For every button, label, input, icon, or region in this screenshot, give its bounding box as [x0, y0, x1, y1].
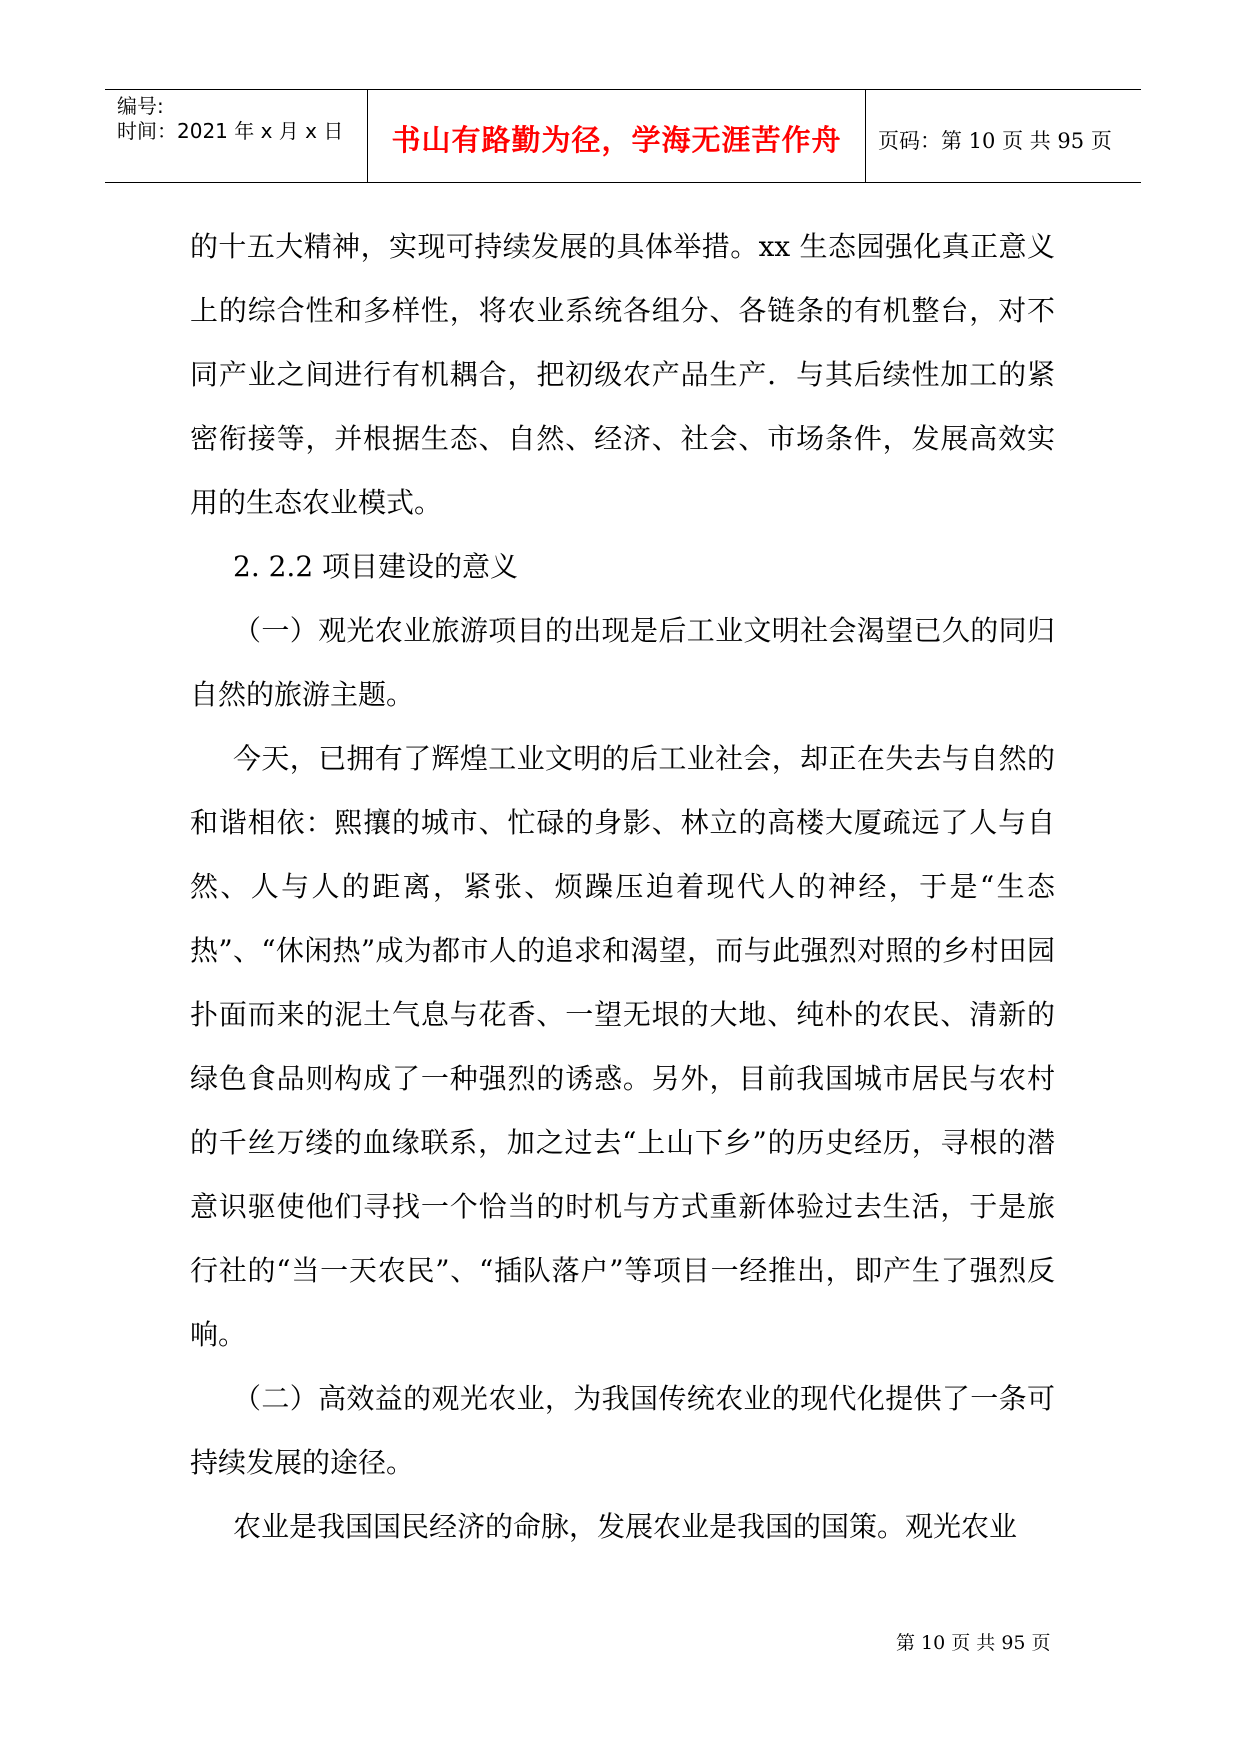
document-header [105, 89, 1141, 183]
header-motto: 书山有路勤为径，学海无涯苦作舟 [391, 123, 842, 157]
document-number-label: 编号: [117, 94, 164, 118]
page-footer: 第 10 页 共 95 页 [896, 1632, 1051, 1654]
header-page-label: 页码：第 10 页 共 95 页 [878, 129, 1112, 153]
paragraph-point-two: （二）高效益的观光农业，为我国传统农业的现代化提供了一条可持续发展的途径。 [190, 1382, 1055, 1479]
paragraph-body-one: 今天，已拥有了辉煌工业文明的后工业社会，却正在失去与自然的和谐相依：熙攘的城市、忙碌的身影、林立的高楼大厦疏远了人与自然、人与人的距离，紧张、烦躁压迫着现代人的神经，于是“生态热”、“休闲热”成为都市人的追求和渴望，而与此强烈对照的乡村田园扑面而来的泥土气息与花香、一望无垠的大地、纯朴的农民、清新的绿色食品则构成了一种强烈的诱惑。另外，目前我国城市居民与农村的千丝万缕的血缘联系，加之过去“上山下乡”的历史经历，寻根的潜意识驱使他们寻找一个恰当的时机与方式重新体验过去生活，于是旅行社的“当一天农民”、“插队落户”等项目一经推出，即产生了强烈反响。 [190, 742, 1055, 1351]
document-time-label: 时间：2021 年 x 月 x 日 [117, 119, 344, 143]
document-body [190, 215, 1055, 1559]
header-motto-cell [368, 90, 866, 182]
paragraph-body-two: 农业是我国国民经济的命脉，发展农业是我国的国策。观光农业 [233, 1510, 1018, 1543]
section-heading: 2. 2.2 项目建设的意义 [233, 550, 519, 583]
paragraph-continuation: 的十五大精神，实现可持续发展的具体举措。xx 生态园强化真正意义上的综合性和多样性，将农业系统各组分、各链条的有机整台，对不同产业之间进行有机耦合，把初级农产品生产．与其后续性加工的紧密衔接等，并根据生态、自然、经济、社会、市场条件，发展高效实用的生态农业模式。 [190, 230, 1055, 519]
header-meta-cell [105, 90, 368, 182]
paragraph-point-one: （一）观光农业旅游项目的出现是后工业文明社会渴望已久的同归自然的旅游主题。 [190, 614, 1055, 711]
header-page-cell [866, 90, 1141, 182]
